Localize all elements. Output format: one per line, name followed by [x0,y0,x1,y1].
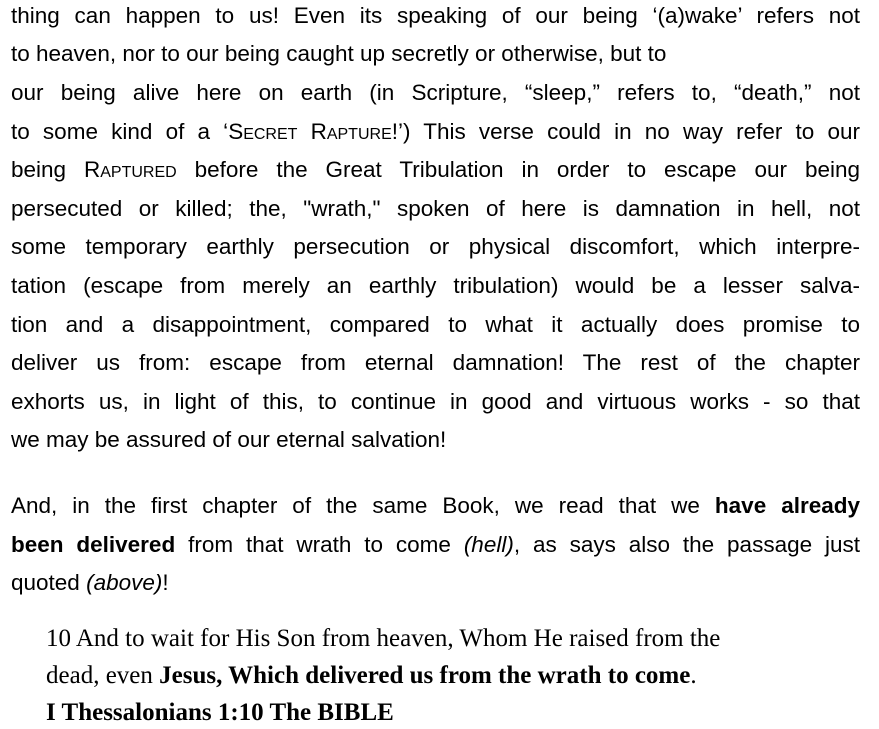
text-segment: , as says also the passage just [513,532,861,557]
text-segment: !’) This verse could in no way refer to our [391,119,861,144]
verse-line [46,663,697,688]
text-line: exhorts us, in light of this, to continue in good and virtuous works - so that [11,389,860,414]
text-line [11,534,860,557]
italic-phrase: (above) [86,570,163,595]
bold-phrase: have already [714,493,861,518]
text-segment: And, in the first chapter of the same Book, we read that we [11,493,715,518]
text-segment: dead, even [46,662,160,689]
bold-phrase: been delivered [11,532,176,557]
text-line [11,159,860,182]
text-line: deliver us from: escape from eternal damnation! The rest of the chapter [11,350,860,375]
text-segment: . [690,662,697,689]
text-segment: quoted [11,570,87,595]
text-segment: to some kind of a ‘ [11,119,229,144]
scripture-reference: I Thessalonians 1:10 The BIBLE [46,699,394,726]
text-line [11,121,860,144]
text-line [11,572,169,595]
text-line: persecuted or killed; the, "wrath," spoken of here is damnation in hell, not [11,196,860,221]
text-line: thing can happen to us! Even its speaking of our being ‘(a)wake’ refers not [11,3,860,28]
text-segment: ! [162,570,169,595]
small-caps-term: Raptured [83,157,177,182]
bold-phrase: Jesus, Which delivered us from the wrath to come [159,662,691,689]
small-caps-term: Secret Rapture [228,119,392,144]
text-line: our being alive here on earth (in Scripture, “sleep,” refers to, “death,” not [11,80,860,105]
verse-line: 10 And to wait for His Son from heaven, Whom He raised from the [46,625,721,652]
text-line: some temporary earthly persecution or physical discomfort, which interpre- [11,234,860,259]
text-segment: from that wrath to come [175,532,464,557]
text-line: to heaven, nor to our being caught up secretly or otherwise, but to [11,41,667,66]
text-segment: being [11,157,84,182]
text-segment: before the Great Tribulation in order to escape our being [176,157,860,182]
text-line: tion and a disappointment, compared to what it actually does promise to [11,312,860,337]
italic-phrase: (hell) [463,532,514,557]
text-line [11,495,860,518]
text-line: we may be assured of our eternal salvation! [11,427,447,452]
text-line: tation (escape from merely an earthly tribulation) would be a lesser salva- [11,273,860,298]
